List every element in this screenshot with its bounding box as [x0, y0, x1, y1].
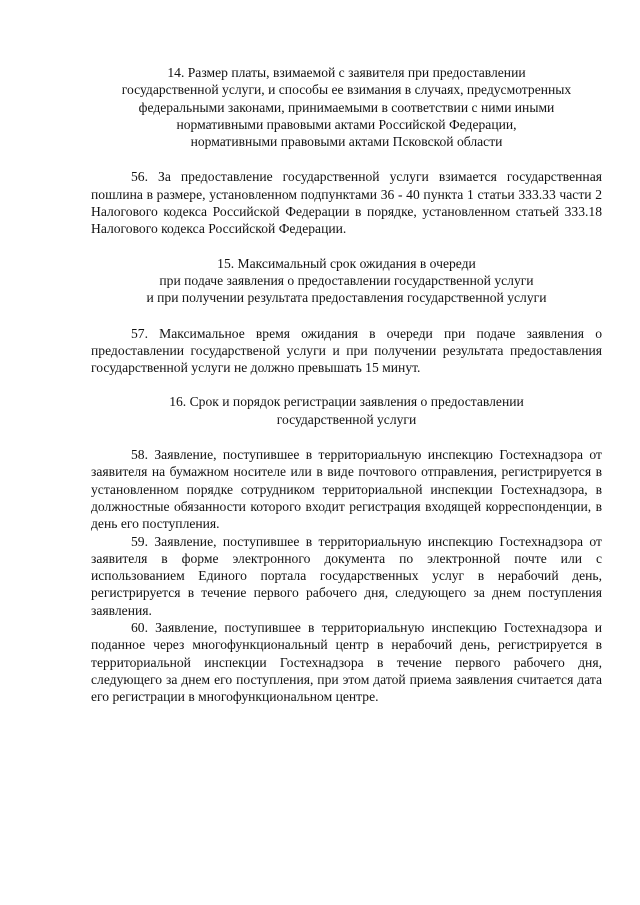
paragraph-60: 60. Заявление, поступившее в территориальную инспекцию Гостехнадзора и поданное через многофункциональный центр в нерабочий день, регистрируется в территориальной инспекции Гостехнадзора в течение первого рабочего дня, следующего за днем его поступления, при этом датой приема заявления считается дата его регистрации в многофункциональном центре. [91, 620, 602, 705]
paragraph-58: 58. Заявление, поступившее в территориальную инспекцию Гостехнадзора от заявителя на бумажном носителе или в виде почтового отправления, регистрируется в установленном порядке сотрудником территориальной инспекции Гостехнадзора, в должностные обязанности которого входит регистрация входящей корреспонденции, в день его поступления. [91, 447, 602, 532]
paragraph-59: 59. Заявление, поступившее в территориальную инспекцию Гостехнадзора от заявителя в форме электронного документа по электронной почте или с использованием Единого портала государственных услуг в нерабочий день, регистрируется в течение первого рабочего дня, следующего за днем поступления заявления. [91, 533, 602, 618]
heading-line: федеральными законами, принимаемыми в соответствии с ними иными [138, 99, 555, 115]
heading-line: 16. Срок и порядок регистрации заявления о предоставлении [169, 394, 524, 410]
heading-line: государственной услуги [276, 411, 417, 427]
section-15-heading [91, 255, 602, 307]
heading-line: нормативными правовыми актами Российской Федерации, [176, 116, 517, 132]
paragraph-57: 57. Максимальное время ожидания в очереди при подаче заявления о предоставлении государственой услуги и при получении результата предоставления государственной услуги не должно превышать 15 минут. [91, 325, 602, 376]
heading-line: нормативными правовыми актами Псковской области [190, 134, 503, 150]
heading-line: 14. Размер платы, взимаемой с заявителя при предоставлении [167, 65, 526, 80]
heading-line: государственной услуги, и способы ее взимания в случаях, предусмотренных [121, 82, 572, 98]
heading-line: при подаче заявления о предоставлении государственной услуги [159, 272, 534, 288]
heading-line: и при получении результата предоставления государственной услуги [146, 290, 547, 306]
heading-line: 15. Максимальный срок ожидания в очереди [217, 255, 476, 271]
paragraph-56: 56. За предоставление государственной услуги взимается государственная пошлина в размере, установленном подпунктами 36 - 40 пункта 1 статьи 333.33 части 2 Налогового кодекса Российской Федерации в порядке, установленном статьей 333.18 Налогового кодекса Российской Федерации. [91, 169, 602, 237]
section-16-heading [91, 393, 602, 428]
section-14-heading [91, 64, 602, 150]
